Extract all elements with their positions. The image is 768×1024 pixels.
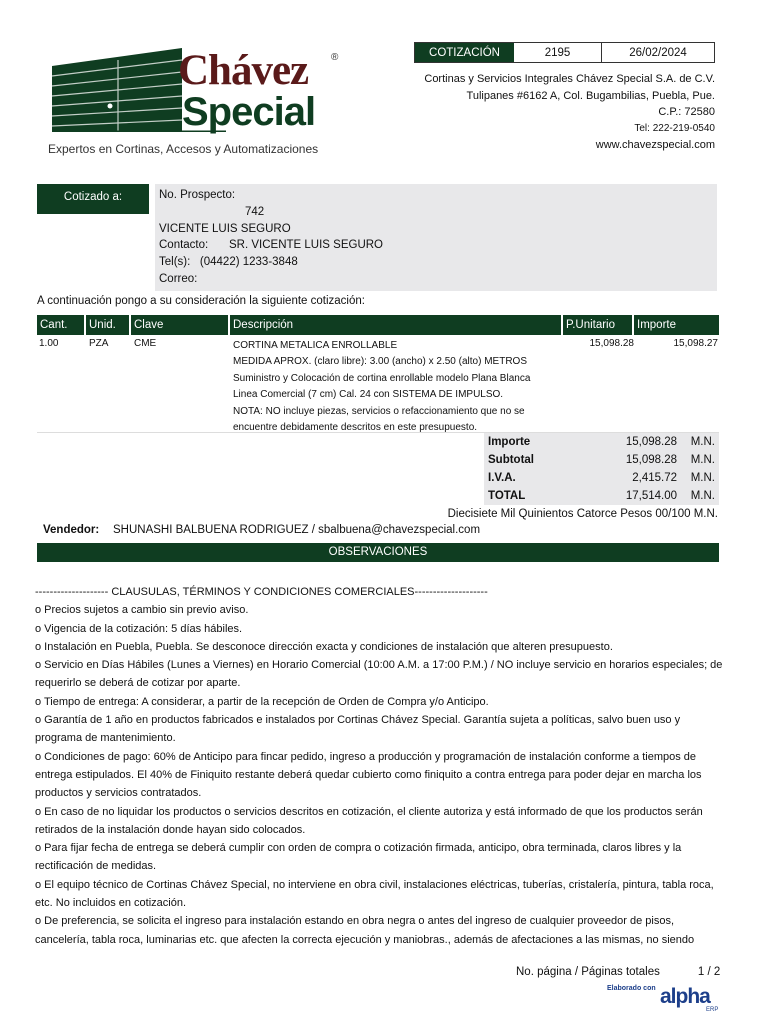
client-label: Cotizado a:: [37, 184, 149, 214]
company-web: www.chavezspecial.com: [595, 139, 715, 151]
item-description: [233, 338, 530, 436]
company-logo: [46, 40, 346, 160]
item-punitario: 15,098.28: [589, 338, 634, 349]
alpha-erp-logo: alpha: [660, 985, 710, 1008]
list-item: o Servicio en Días Hábiles (Lunes a Viernes) en Horario Comercial (10:00 A.M. a 17:00 P.M.) / NO incluye servicio en horarios especiales; de requerirlo se deberá de cotizar por aparte.: [35, 659, 723, 690]
quote-label: COTIZACIÓN: [415, 43, 514, 62]
quote-number: 2195: [514, 43, 602, 62]
col-punitario: P.Unitario: [563, 315, 634, 335]
brand-name-line2: Special: [182, 90, 316, 134]
total-row-iva: I.V.A. 2,415.72 M.N.: [488, 472, 715, 484]
client-tel: Tel(s): (04422) 1233-3848: [159, 256, 298, 269]
intro-text: A continuación pongo a su consideración la siguiente cotización:: [37, 295, 365, 307]
terms-section: [35, 583, 725, 949]
prospect-label: No. Prospecto:: [159, 189, 236, 201]
terms-heading: -------------------- CLAUSULAS, TÉRMINOS Y CONDICIONES COMERCIALES--------------------: [35, 586, 488, 598]
pages-value: 1 / 2: [697, 966, 721, 978]
list-item: o Condiciones de pago: 60% de Anticipo para fincar pedido, ingreso a producción y programación de instalación conforme a tiempos de entrega estipulados. El 40% de Finiquito restante deberá quedar cubierto como finiquito a contra entrega para poder dejar en marcha los productos y servicios contratados.: [35, 750, 702, 800]
total-row-total: TOTAL 17,514.00 M.N.: [488, 490, 715, 502]
total-row-importe: Importe 15,098.28 M.N.: [488, 436, 715, 448]
registered-mark: ®: [331, 52, 339, 63]
item-importe: 15,098.27: [673, 338, 718, 349]
col-descripcion: Descripción: [230, 315, 563, 335]
list-item: o Garantía de 1 año en productos fabricados e instalados por Cortinas Chávez Special. Garantía sujeta a políticas, salvo buen uso y programa de mantenimiento.: [35, 714, 681, 745]
client-email: Correo:: [159, 272, 198, 285]
erp-label: ERP: [706, 1007, 719, 1013]
items-table-header: [37, 315, 719, 335]
company-info: [424, 71, 715, 154]
list-item: o De preferencia, se solicita el ingreso para instalación estando en obra negra o antes del ingreso de cualquier proveedor de pisos, cancelería, tabla roca, luminarias etc. que afecten la correcta ejecución y maniobras., además de afectaciones a las mismas, no siendo: [35, 915, 695, 946]
client-name: VICENTE LUIS SEGURO: [159, 222, 291, 235]
page-counter: [516, 966, 720, 978]
item-unid: PZA: [89, 338, 109, 349]
amount-in-words: Diecisiete Mil Quinientos Catorce Pesos 00/100 M.N.: [447, 508, 718, 520]
desc-line: MEDIDA APROX. (claro libre): 3.00 (ancho) x 2.50 (alto) METROS: [233, 356, 527, 368]
col-importe: Importe: [634, 315, 719, 335]
pages-label: No. página / Páginas totales: [516, 966, 660, 978]
col-unid: Unid.: [86, 315, 131, 335]
list-item: o Para fijar fecha de entrega se deberá cumplir con orden de compra o cotización firmada, anticipo, obra terminada, claros libres y la rectificación de medidas.: [35, 842, 682, 873]
quote-date: 26/02/2024: [629, 47, 687, 59]
list-item: o El equipo técnico de Cortinas Chávez Special, no interviene en obra civil, instalaciones eléctricas, tuberías, cristalería, pintura, tabla roca, etc. No incluidos en cotización.: [35, 878, 714, 910]
list-item: o Tiempo de entrega: A considerar, a partir de la recepción de Orden de Compra y/o Anticipo.: [35, 695, 489, 708]
company-tagline: Expertos en Cortinas, Accesos y Automatizaciones: [48, 142, 319, 156]
quote-header: [414, 42, 715, 63]
vendor-value: SHUNASHI BALBUENA RODRIGUEZ / sbalbuena@chavezspecial.com: [113, 524, 481, 536]
desc-line: CORTINA METALICA ENROLLABLE: [233, 340, 398, 351]
vendor-line: [43, 524, 480, 536]
list-item: o En caso de no liquidar los productos o servicios descritos en cotización, el cliente autoriza y está informado de que los productos serán retirados de la instalación donde hayan sido colocados.: [35, 805, 703, 836]
company-name: Cortinas y Servicios Integrales Chávez Special S.A. de C.V.: [424, 73, 715, 85]
company-address: Tulipanes #6162 A, Col. Bugambilias, Puebla, Pue.: [466, 89, 715, 102]
col-cant: Cant.: [37, 315, 86, 335]
observations-header: OBSERVACIONES: [37, 543, 719, 562]
list-item: o Vigencia de la cotización: 5 días hábiles.: [35, 622, 243, 635]
made-with-label: Elaborado con: [607, 985, 656, 992]
desc-line: NOTA: NO incluye piezas, servicios o refaccionamiento que no se: [233, 405, 525, 417]
desc-line: Linea Comercial (7 cm) Cal. 24 con SISTEMA DE IMPULSO.: [233, 389, 504, 401]
item-clave: CME: [134, 338, 157, 349]
table-row: [37, 336, 719, 433]
list-item: o Precios sujetos a cambio sin previo aviso.: [35, 604, 249, 617]
total-row-subtotal: Subtotal 15,098.28 M.N.: [488, 454, 715, 466]
item-cant: 1.00: [39, 338, 59, 349]
company-cp: C.P.: 72580: [658, 106, 715, 118]
client-contact: Contacto: SR. VICENTE LUIS SEGURO: [159, 239, 384, 252]
desc-line: encuentre debidamente descritos en este presupuesto.: [233, 422, 478, 434]
brand-name-line1: Chávez: [178, 47, 309, 94]
desc-line: Suministro y Colocación de cortina enrollable modelo Plana Blanca: [233, 372, 531, 384]
company-tel: Tel: 222-219-0540: [634, 122, 715, 134]
list-item: o Instalación en Puebla, Puebla. Se desconoce dirección exacta y condiciones de instalación que alteren presupuesto.: [35, 640, 613, 653]
prospect-number: 742: [245, 205, 265, 218]
vendor-label: Vendedor:: [43, 524, 100, 536]
col-clave: Clave: [131, 315, 230, 335]
totals-box: [484, 433, 719, 505]
client-box: [155, 184, 717, 291]
